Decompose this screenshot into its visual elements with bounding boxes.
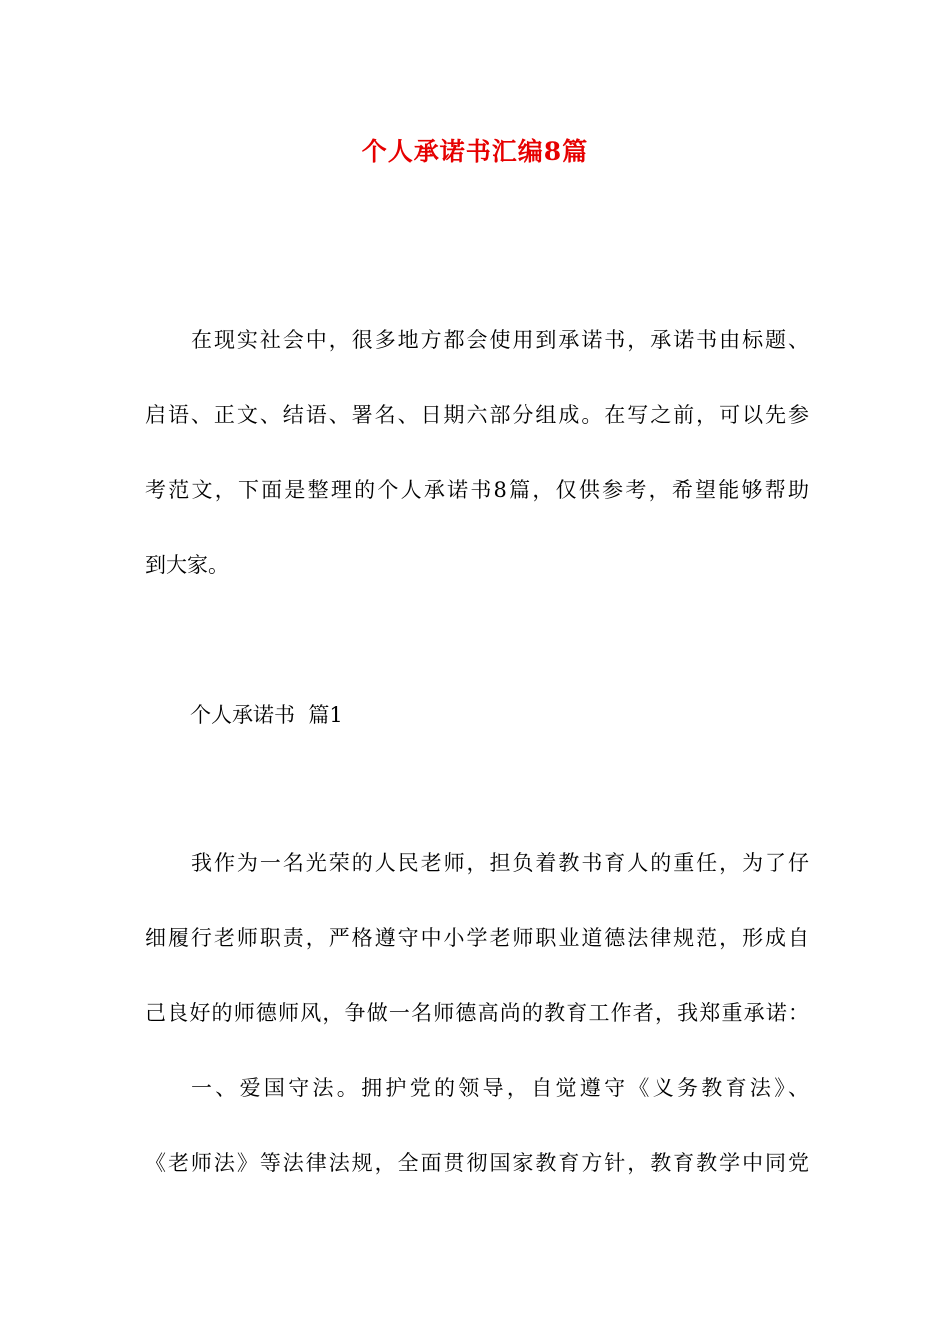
document-title: 个人承诺书汇编8篇 <box>361 137 589 166</box>
body-line: 我作为一名光荣的人民老师，担负着教书育人的重任，为了仔 <box>191 851 809 875</box>
item-line: 一、爱国守法。拥护党的领导，自觉遵守《义务教育法》、 <box>191 1076 809 1100</box>
item-line: 《老师法》等法律法规，全面贯彻国家教育方针，教育教学中同党 <box>145 1151 809 1175</box>
intro-line: 启语、正文、结语、署名、日期六部分组成。在写之前，可以先参 <box>145 403 809 427</box>
item-paragraph <box>145 1051 809 1201</box>
intro-line: 到大家。 <box>145 553 229 577</box>
section-heading: 个人承诺书 篇1 <box>190 703 343 727</box>
intro-line: 在现实社会中，很多地方都会使用到承诺书，承诺书由标题、 <box>191 328 809 352</box>
intro-paragraph <box>145 303 809 603</box>
body-paragraph <box>145 826 809 1051</box>
intro-line: 考范文，下面是整理的个人承诺书8篇，仅供参考，希望能够帮助 <box>145 478 809 502</box>
body-line: 己良好的师德师风，争做一名师德高尚的教育工作者，我郑重承诺： <box>145 1001 809 1025</box>
body-line: 细履行老师职责，严格遵守中小学老师职业道德法律规范，形成自 <box>145 926 809 950</box>
